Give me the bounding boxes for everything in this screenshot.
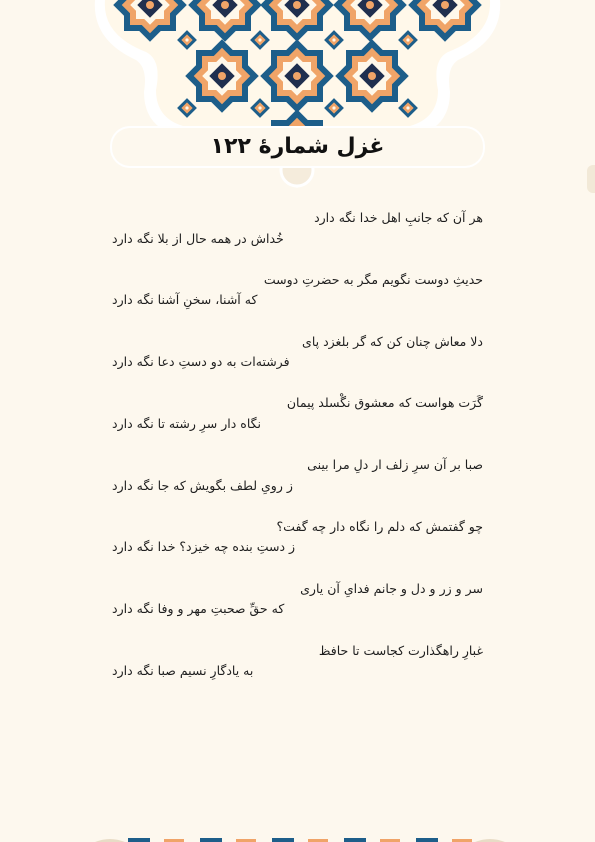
couplet bbox=[112, 641, 483, 682]
hemistich-first: سر و زر و دل و جانم فدایِ آن یاری bbox=[300, 580, 483, 596]
hemistich-first: گَرَت هواست که معشوق نگْسلد پیمان bbox=[286, 395, 483, 411]
poem-body bbox=[112, 208, 483, 702]
hemistich-first: صبا بر آن سرِ زلف ار دلِ مرا بینی bbox=[307, 457, 483, 473]
hemistich-second: نگاه دار سرِ رشته تا نگه دارد bbox=[112, 415, 262, 431]
hemistich-first: هر آن که جانبِ اهل خدا نگه دارد bbox=[314, 210, 483, 225]
poem-title: غزل شمارهٔ ۱۲۲ bbox=[210, 134, 385, 159]
hemistich-first: دلا معاش چنان کن که گر بلغزد پای bbox=[302, 333, 483, 349]
hemistich-second: فرشته‌ات به دو دستِ دعا نگه دارد bbox=[112, 354, 290, 370]
couplet bbox=[112, 393, 483, 434]
hemistich-second: خُداش در همه حال از بلا نگه دارد bbox=[112, 230, 284, 246]
hemistich-first: چو گفتمش که دلم را نگاه دار چه گفت؟ bbox=[276, 518, 483, 534]
couplet bbox=[112, 517, 483, 558]
hemistich-second: ز دستِ بنده چه خیزد؟ خدا نگه دارد bbox=[112, 539, 296, 555]
couplet bbox=[112, 579, 483, 620]
hemistich-first: حدیثِ دوست نگویم مگر به حضرتِ دوست bbox=[263, 271, 483, 287]
ornament-header-icon bbox=[0, 0, 595, 200]
couplet bbox=[112, 208, 483, 249]
side-tab-decoration bbox=[587, 165, 595, 193]
hemistich-first: غبارِ راهگذارت کجاست تا حافظ bbox=[318, 642, 483, 658]
hemistich-second: به یادگارِ نسیم صبا نگه دارد bbox=[112, 663, 254, 679]
hemistich-second: ز رویِ لطف بگویش که جا نگه دارد bbox=[112, 477, 293, 493]
hemistich-second: که آشنا، سخنِ آشنا نگه دارد bbox=[112, 292, 258, 308]
couplet bbox=[112, 270, 483, 311]
ornament-footer-icon bbox=[0, 832, 595, 842]
couplet bbox=[112, 332, 483, 373]
hemistich-second: که حقِّ صحبتِ مهر و وفا نگه دارد bbox=[112, 601, 285, 617]
couplet bbox=[112, 455, 483, 496]
